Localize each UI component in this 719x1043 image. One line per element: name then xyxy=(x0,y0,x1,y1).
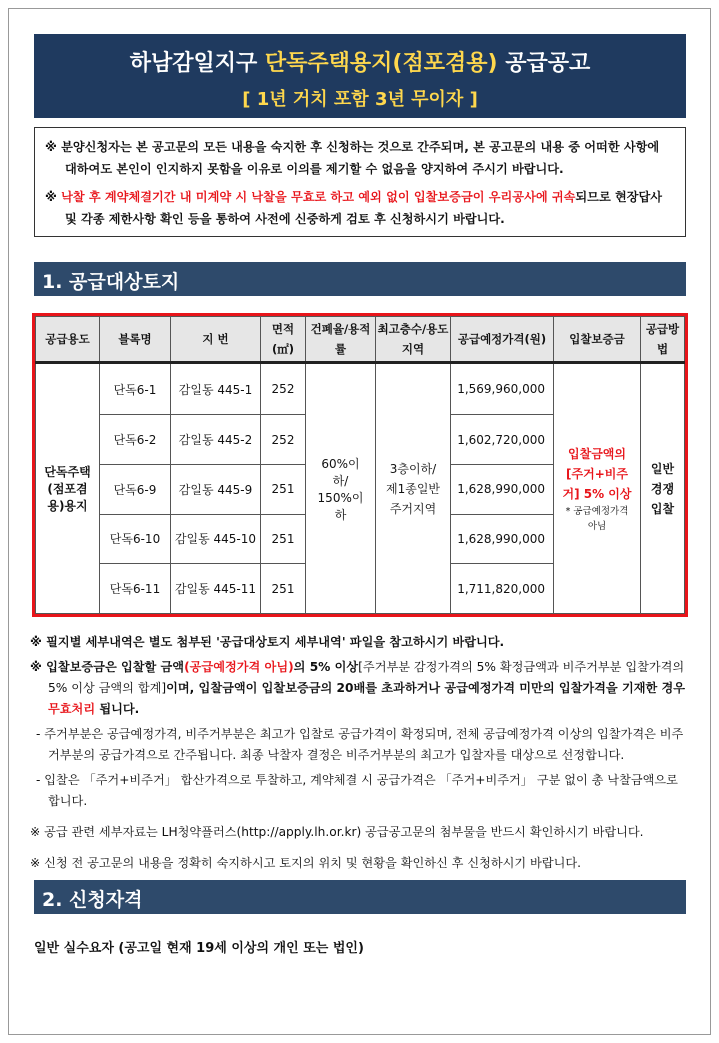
announcement-title xyxy=(34,34,686,118)
header-cell: 블록명 xyxy=(100,317,171,363)
table-row: 단독6-10 감일동 445-10 251 1,628,990,000 xyxy=(36,514,685,564)
use-cell: 단독주택(점포겸용)용지 xyxy=(36,363,100,614)
table-row: 단독6-9 감일동 445-9 251 1,628,990,000 xyxy=(36,465,685,515)
note-2: ※ 입찰보증금은 입찰할 금액(공급예정가격 아님)의 5% 이상[주거부분 감정가격의 5% 확정금액과 비주거부분 입찰가격의 5% 이상 금액의 합계]이며, 입찰금액이 입찰보증금의 20배를 초과하거나 공급예정가격 미만의 입찰가격을 기재한 경우 무효처리 됩니다. xyxy=(30,660,686,716)
table-row: 단독6-11 감일동 445-11 251 1,711,820,000 xyxy=(36,564,685,614)
header-cell: 입찰보증금 xyxy=(554,317,641,363)
table-row: 단독6-2 감일동 445-2 252 1,602,720,000 xyxy=(36,415,685,465)
note-dash-1: - 주거부분은 공급예정가격, 비주거부분은 최고가 입찰로 공급가격이 확정되며, 전체 공급예정가격 이상의 입찰가격은 비주거부분의 공급가격으로 간주됩니다. 최종 낙찰자 결정은 비주거부분의 최고가 입찰자를 대상으로 선정합니다. xyxy=(36,727,684,762)
price-cell: 1,569,960,000 xyxy=(451,363,554,415)
qualification-text: 일반 실수요자 (공고일 현재 19세 이상의 개인 또는 법인) xyxy=(34,941,364,956)
title-text-end: 공급공고 xyxy=(497,51,591,76)
section-header-supply-land: 1. 공급대상토지 xyxy=(34,262,686,296)
floors-cell: 3층이하/ 제1종일반 주거지역 xyxy=(376,363,451,614)
note-1: ※ 필지별 세부내역은 별도 첨부된 '공급대상토지 세부내역' 파일을 참고하시기 바랍니다. xyxy=(30,635,505,649)
note-dash-2: - 입찰은 「주거+비주거」 합산가격으로 투찰하고, 계약체결 시 공급가격은 「주거+비주거」 구분 없이 총 낙찰금액으로 합니다. xyxy=(36,773,678,808)
section-header-qualification: 2. 신청자격 xyxy=(34,880,686,914)
area-cell: 252 xyxy=(261,363,306,415)
header-cell: 지 번 xyxy=(171,317,261,363)
subtitle: [ 1년 거치 포함 3년 무이자 ] xyxy=(242,89,478,110)
title-text: 하남감일지구 xyxy=(129,51,265,76)
table-header-row xyxy=(36,317,685,363)
table-row xyxy=(36,363,685,415)
deposit-cell: 입찰금액의 [주거+비주거] 5% 이상 * 공급예정가격 아님 xyxy=(554,363,641,614)
note-4: ※ 신청 전 공고문의 내용을 정확히 숙지하시고 토지의 위치 및 현황을 확인하신 후 신청하시기 바랍니다. xyxy=(30,856,582,870)
lot-cell: 감일동 445-1 xyxy=(171,363,261,415)
notice-box xyxy=(34,127,686,237)
notice-1: ※ 분양신청자는 본 공고문의 모든 내용을 숙지한 후 신청하는 것으로 간주되며, 본 공고문의 내용 중 어떠한 사항에 대하여도 본인이 인지하지 못함을 이유로 이의를 제기할 수 없음을 양지하여 주시기 바랍니다. xyxy=(45,140,660,176)
note-3: ※ 공급 관련 세부자료는 LH청약플러스(http://apply.lh.or.kr) 공급공고문의 첨부물을 반드시 확인하시기 바랍니다. xyxy=(30,825,644,839)
header-cell: 최고층수/용도지역 xyxy=(376,317,451,363)
supply-land-table xyxy=(32,313,688,617)
header-cell: 면적(㎡) xyxy=(261,317,306,363)
header-cell: 공급용도 xyxy=(36,317,100,363)
header-cell: 공급예정가격(원) xyxy=(451,317,554,363)
method-cell: 일반 경쟁 입찰 xyxy=(641,363,685,614)
ratio-cell: 60%이하/ 150%이하 xyxy=(306,363,376,614)
header-cell: 건폐율/용적률 xyxy=(306,317,376,363)
notice-2: ※ 낙찰 후 계약체결기간 내 미계약 시 낙찰을 무효로 하고 예외 없이 입찰보증금이 우리공사에 귀속되므로 현장답사 및 각종 제한사항 확인 등을 통하여 사전에 신중하게 검토 후 신청하시기 바랍니다. xyxy=(45,190,663,226)
title-highlight: 단독주택용지(점포겸용) xyxy=(264,51,498,76)
notes xyxy=(30,632,690,878)
header-cell: 공급방법 xyxy=(641,317,685,363)
block-cell: 단독6-1 xyxy=(100,363,171,415)
